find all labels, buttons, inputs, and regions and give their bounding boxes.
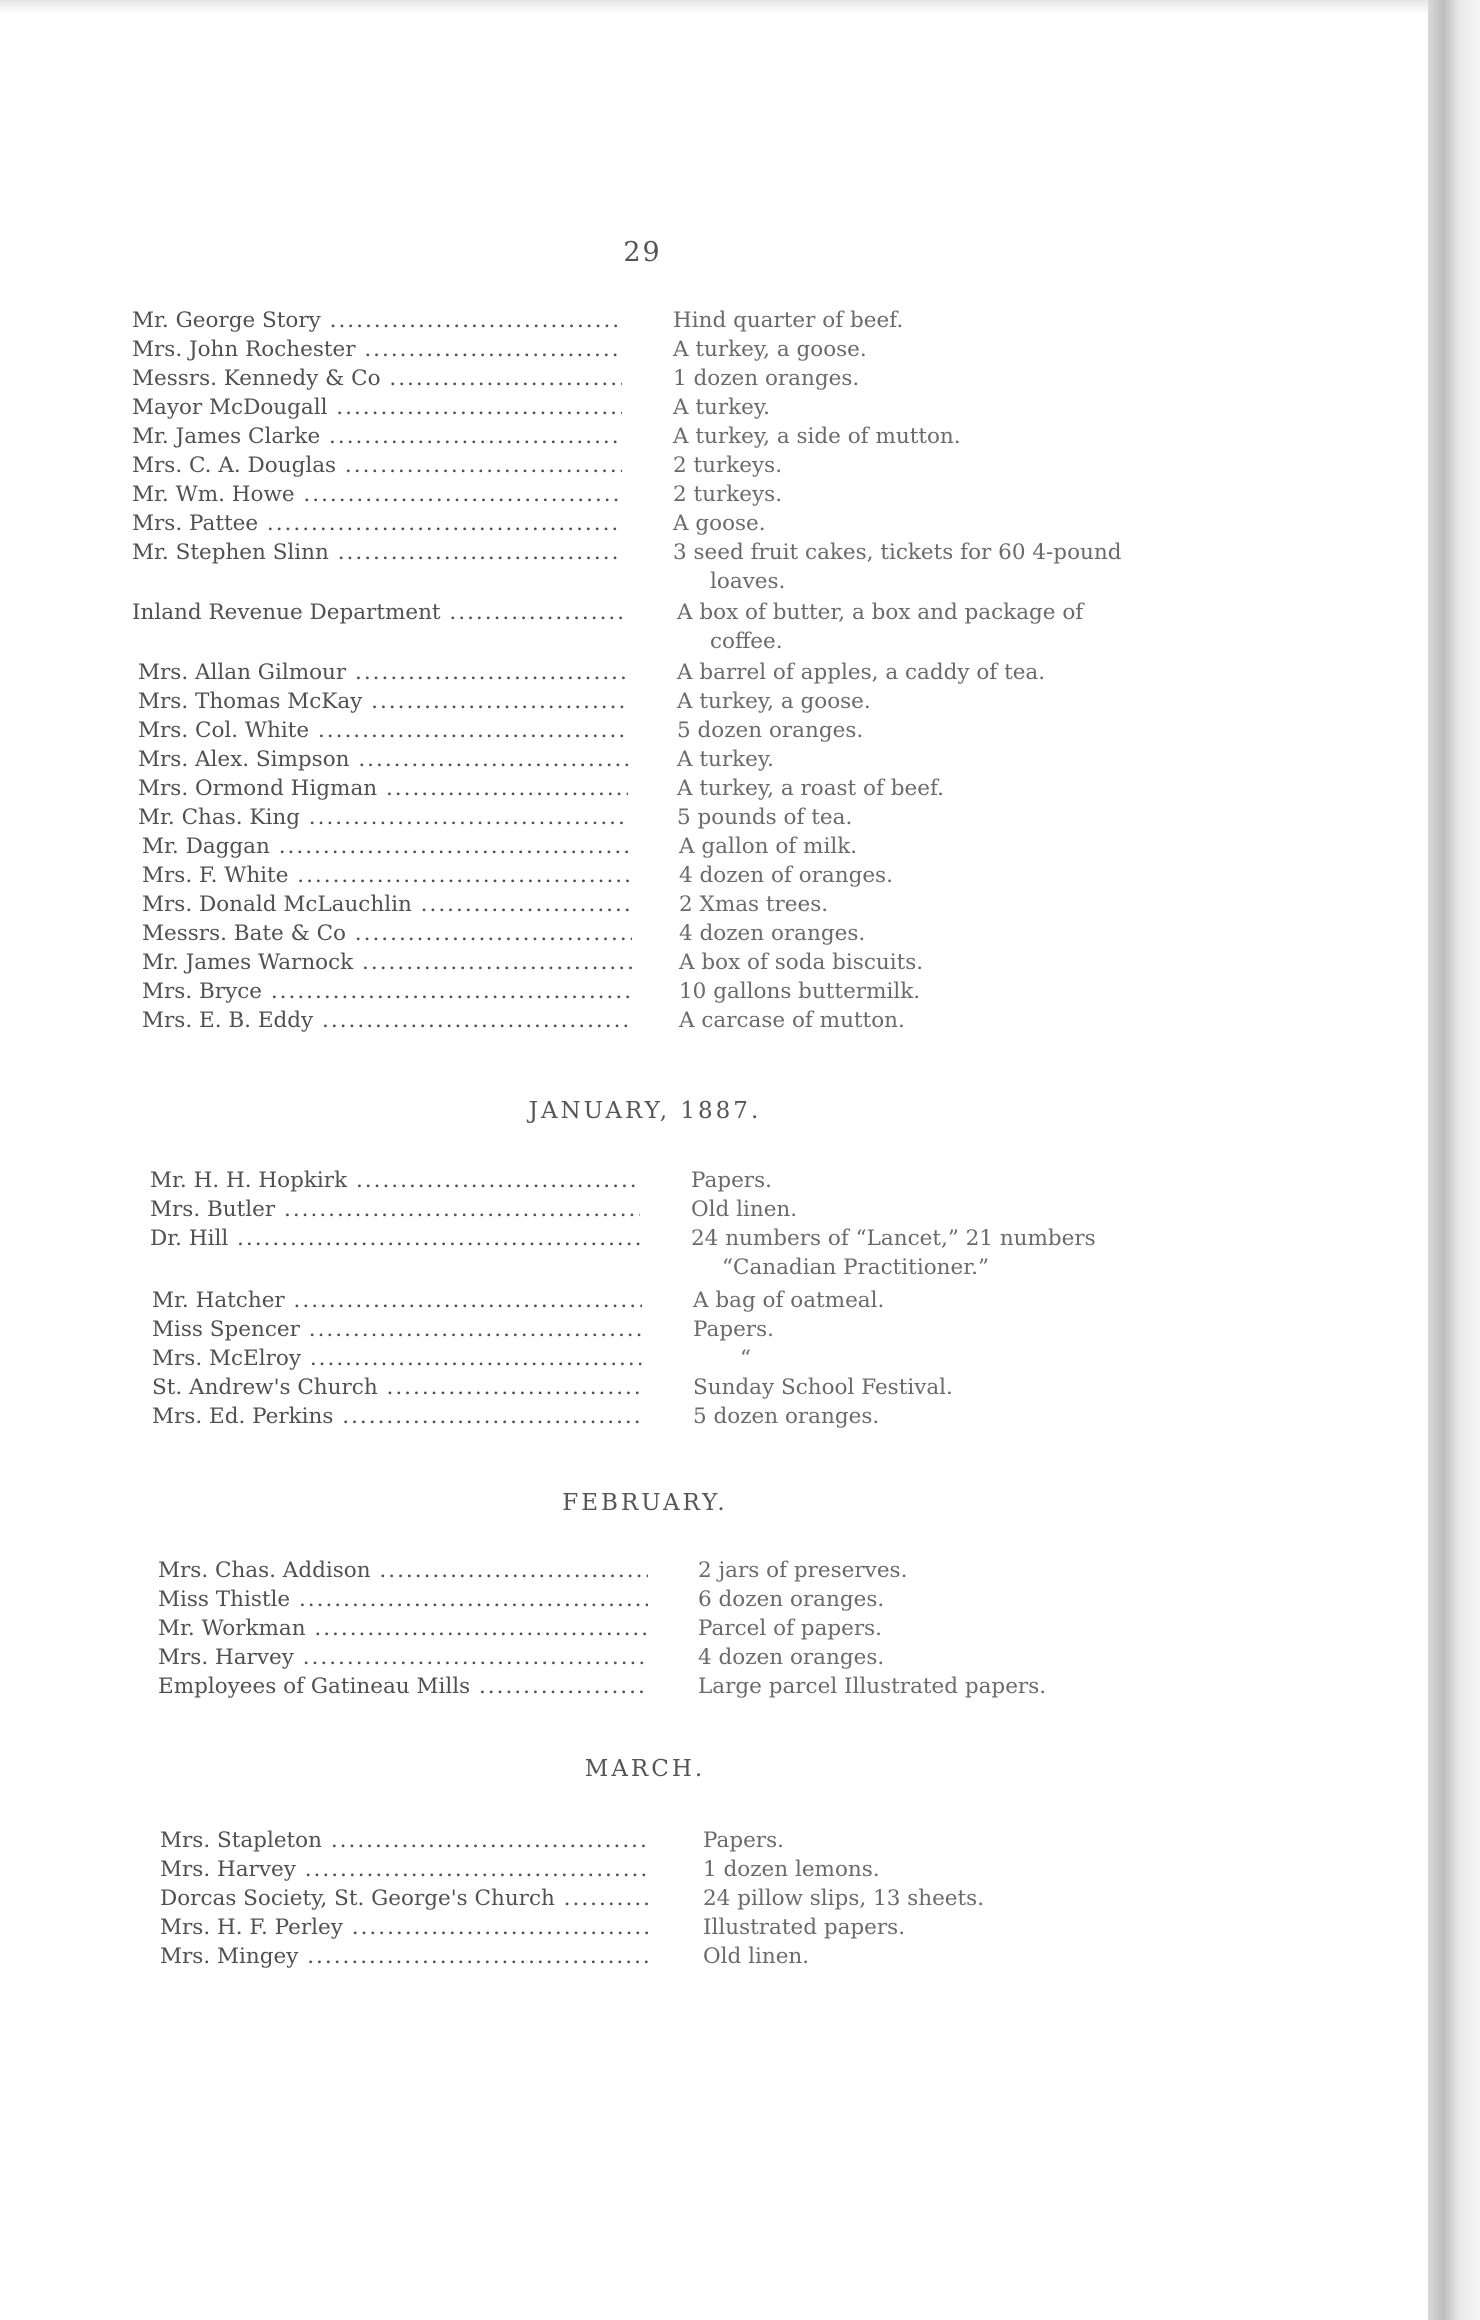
gift-description: A goose. <box>673 511 766 536</box>
donor-name: Mrs. Col. White ..... <box>138 716 628 745</box>
section-heading-march: MARCH. <box>584 1756 706 1782</box>
gift-description: 4 dozen oranges. <box>679 921 866 946</box>
donor-name: Mrs. Harvey ..... <box>158 1643 648 1672</box>
donor-name: Dr. Hill ..... <box>150 1224 640 1253</box>
gift-description: 2 Xmas trees. <box>679 892 829 917</box>
gift-description: A turkey, a goose. <box>677 689 871 714</box>
donor-name: Employees of Gatineau Mills ..... <box>158 1672 648 1701</box>
donor-name: Mrs. Allan Gilmour ..... <box>138 658 628 687</box>
donor-name: Mr. James Clarke ..... <box>132 422 622 451</box>
donor-name: Mr. Chas. King ..... <box>138 803 628 832</box>
donor-name: Mrs. Thomas McKay ..... <box>138 687 628 716</box>
donor-name: Mr. Stephen Slinn ..... <box>132 538 622 567</box>
donor-name: Mrs. Butler ..... <box>150 1195 640 1224</box>
section-heading-january: JANUARY, 1887. <box>528 1098 762 1124</box>
donor-name: Mrs. Donald McLauchlin ..... <box>142 890 632 919</box>
donor-name: Mrs. Mingey ..... <box>160 1942 650 1971</box>
donor-name: Mrs. Stapleton ..... <box>160 1826 650 1855</box>
gift-description: 3 seed fruit cakes, tickets for 60 4-pound <box>673 540 1122 565</box>
donor-name: Mr. George Story ..... <box>132 306 622 335</box>
gift-description: 2 jars of preserves. <box>698 1558 908 1583</box>
gift-description: 24 pillow slips, 13 sheets. <box>703 1886 985 1911</box>
gift-description: Parcel of papers. <box>698 1616 883 1641</box>
gift-description: 1 dozen oranges. <box>673 366 860 391</box>
donor-name: Mr. Workman ..... <box>158 1614 648 1643</box>
gift-description: A bag of oatmeal. <box>693 1288 885 1313</box>
gift-description: Sunday School Festival. <box>693 1375 953 1400</box>
section-heading-february: FEBRUARY. <box>562 1490 728 1516</box>
gift-ditto-mark: “ <box>740 1346 751 1371</box>
donor-name: Mrs. C. A. Douglas ..... <box>132 451 622 480</box>
donor-name: Mrs. John Rochester ..... <box>132 335 622 364</box>
gift-continuation: coffee. <box>710 629 783 654</box>
gift-description: A turkey, a roast of beef. <box>677 776 945 801</box>
gift-description: A turkey, a side of mutton. <box>673 424 961 449</box>
donor-name: Mrs. F. White ..... <box>142 861 632 890</box>
donor-name: Mr. Wm. Howe ..... <box>132 480 622 509</box>
gift-description: 4 dozen oranges. <box>698 1645 885 1670</box>
gift-description: 2 turkeys. <box>673 453 783 478</box>
donor-name: Messrs. Bate & Co ..... <box>142 919 632 948</box>
donor-name: Dorcas Society, St. George's Church ..... <box>160 1884 650 1913</box>
gift-continuation: loaves. <box>710 569 786 594</box>
gift-description: Large parcel Illustrated papers. <box>698 1674 1047 1699</box>
gift-description: A box of soda biscuits. <box>679 950 924 975</box>
gift-description: 24 numbers of “Lancet,” 21 numbers <box>691 1226 1096 1251</box>
gift-description: Old linen. <box>703 1944 810 1969</box>
gift-description: 5 dozen oranges. <box>677 718 864 743</box>
gift-description: A gallon of milk. <box>679 834 858 859</box>
gift-description: 4 dozen of oranges. <box>679 863 893 888</box>
gift-description: 10 gallons buttermilk. <box>679 979 921 1004</box>
donor-name: Mr. James Warnock ..... <box>142 948 632 977</box>
donor-name: St. Andrew's Church ..... <box>152 1373 642 1402</box>
donor-name: Mrs. Ed. Perkins ..... <box>152 1402 642 1431</box>
gift-description: Illustrated papers. <box>703 1915 906 1940</box>
donor-name: Mr. Daggan ..... <box>142 832 632 861</box>
gift-description: 2 turkeys. <box>673 482 783 507</box>
page-top-edge <box>0 0 1480 14</box>
gift-description: Hind quarter of beef. <box>673 308 904 333</box>
gift-description: A turkey. <box>673 395 771 420</box>
page-number: 29 <box>623 237 662 268</box>
donor-name: Mrs. E. B. Eddy ..... <box>142 1006 632 1035</box>
gift-description: A barrel of apples, a caddy of tea. <box>677 660 1046 685</box>
donor-name: Mrs. Chas. Addison ..... <box>158 1556 648 1585</box>
donor-name: Mrs. McElroy ..... <box>152 1344 642 1373</box>
donor-name: Miss Thistle ..... <box>158 1585 648 1614</box>
gift-description: 5 dozen oranges. <box>693 1404 880 1429</box>
donor-name: Messrs. Kennedy & Co ..... <box>132 364 622 393</box>
donor-name: Mrs. H. F. Perley ..... <box>160 1913 650 1942</box>
donor-name: Mrs. Harvey ..... <box>160 1855 650 1884</box>
donor-name: Mrs. Ormond Higman ..... <box>138 774 628 803</box>
donor-name: Inland Revenue Department ..... <box>132 598 622 627</box>
gift-description: A turkey. <box>677 747 775 772</box>
gift-description: Papers. <box>691 1168 772 1193</box>
donor-name: Mrs. Bryce ..... <box>142 977 632 1006</box>
gift-description: A box of butter, a box and package of <box>677 600 1084 625</box>
gift-description: A turkey, a goose. <box>673 337 867 362</box>
donor-name: Mrs. Pattee ..... <box>132 509 622 538</box>
gift-description: A carcase of mutton. <box>679 1008 905 1033</box>
gift-description: 1 dozen lemons. <box>703 1857 880 1882</box>
page-right-edge <box>1428 0 1480 2320</box>
gift-description: Old linen. <box>691 1197 798 1222</box>
donor-name: Mr. Hatcher ..... <box>152 1286 642 1315</box>
donor-name: Mrs. Alex. Simpson ..... <box>138 745 628 774</box>
donor-name: Mayor McDougall ..... <box>132 393 622 422</box>
gift-description: 6 dozen oranges. <box>698 1587 885 1612</box>
gift-continuation: “Canadian Practitioner.” <box>722 1255 989 1280</box>
gift-description: Papers. <box>693 1317 774 1342</box>
donor-name: Miss Spencer ..... <box>152 1315 642 1344</box>
gift-description: 5 pounds of tea. <box>677 805 853 830</box>
donor-name: Mr. H. H. Hopkirk ..... <box>150 1166 640 1195</box>
gift-description: Papers. <box>703 1828 784 1853</box>
